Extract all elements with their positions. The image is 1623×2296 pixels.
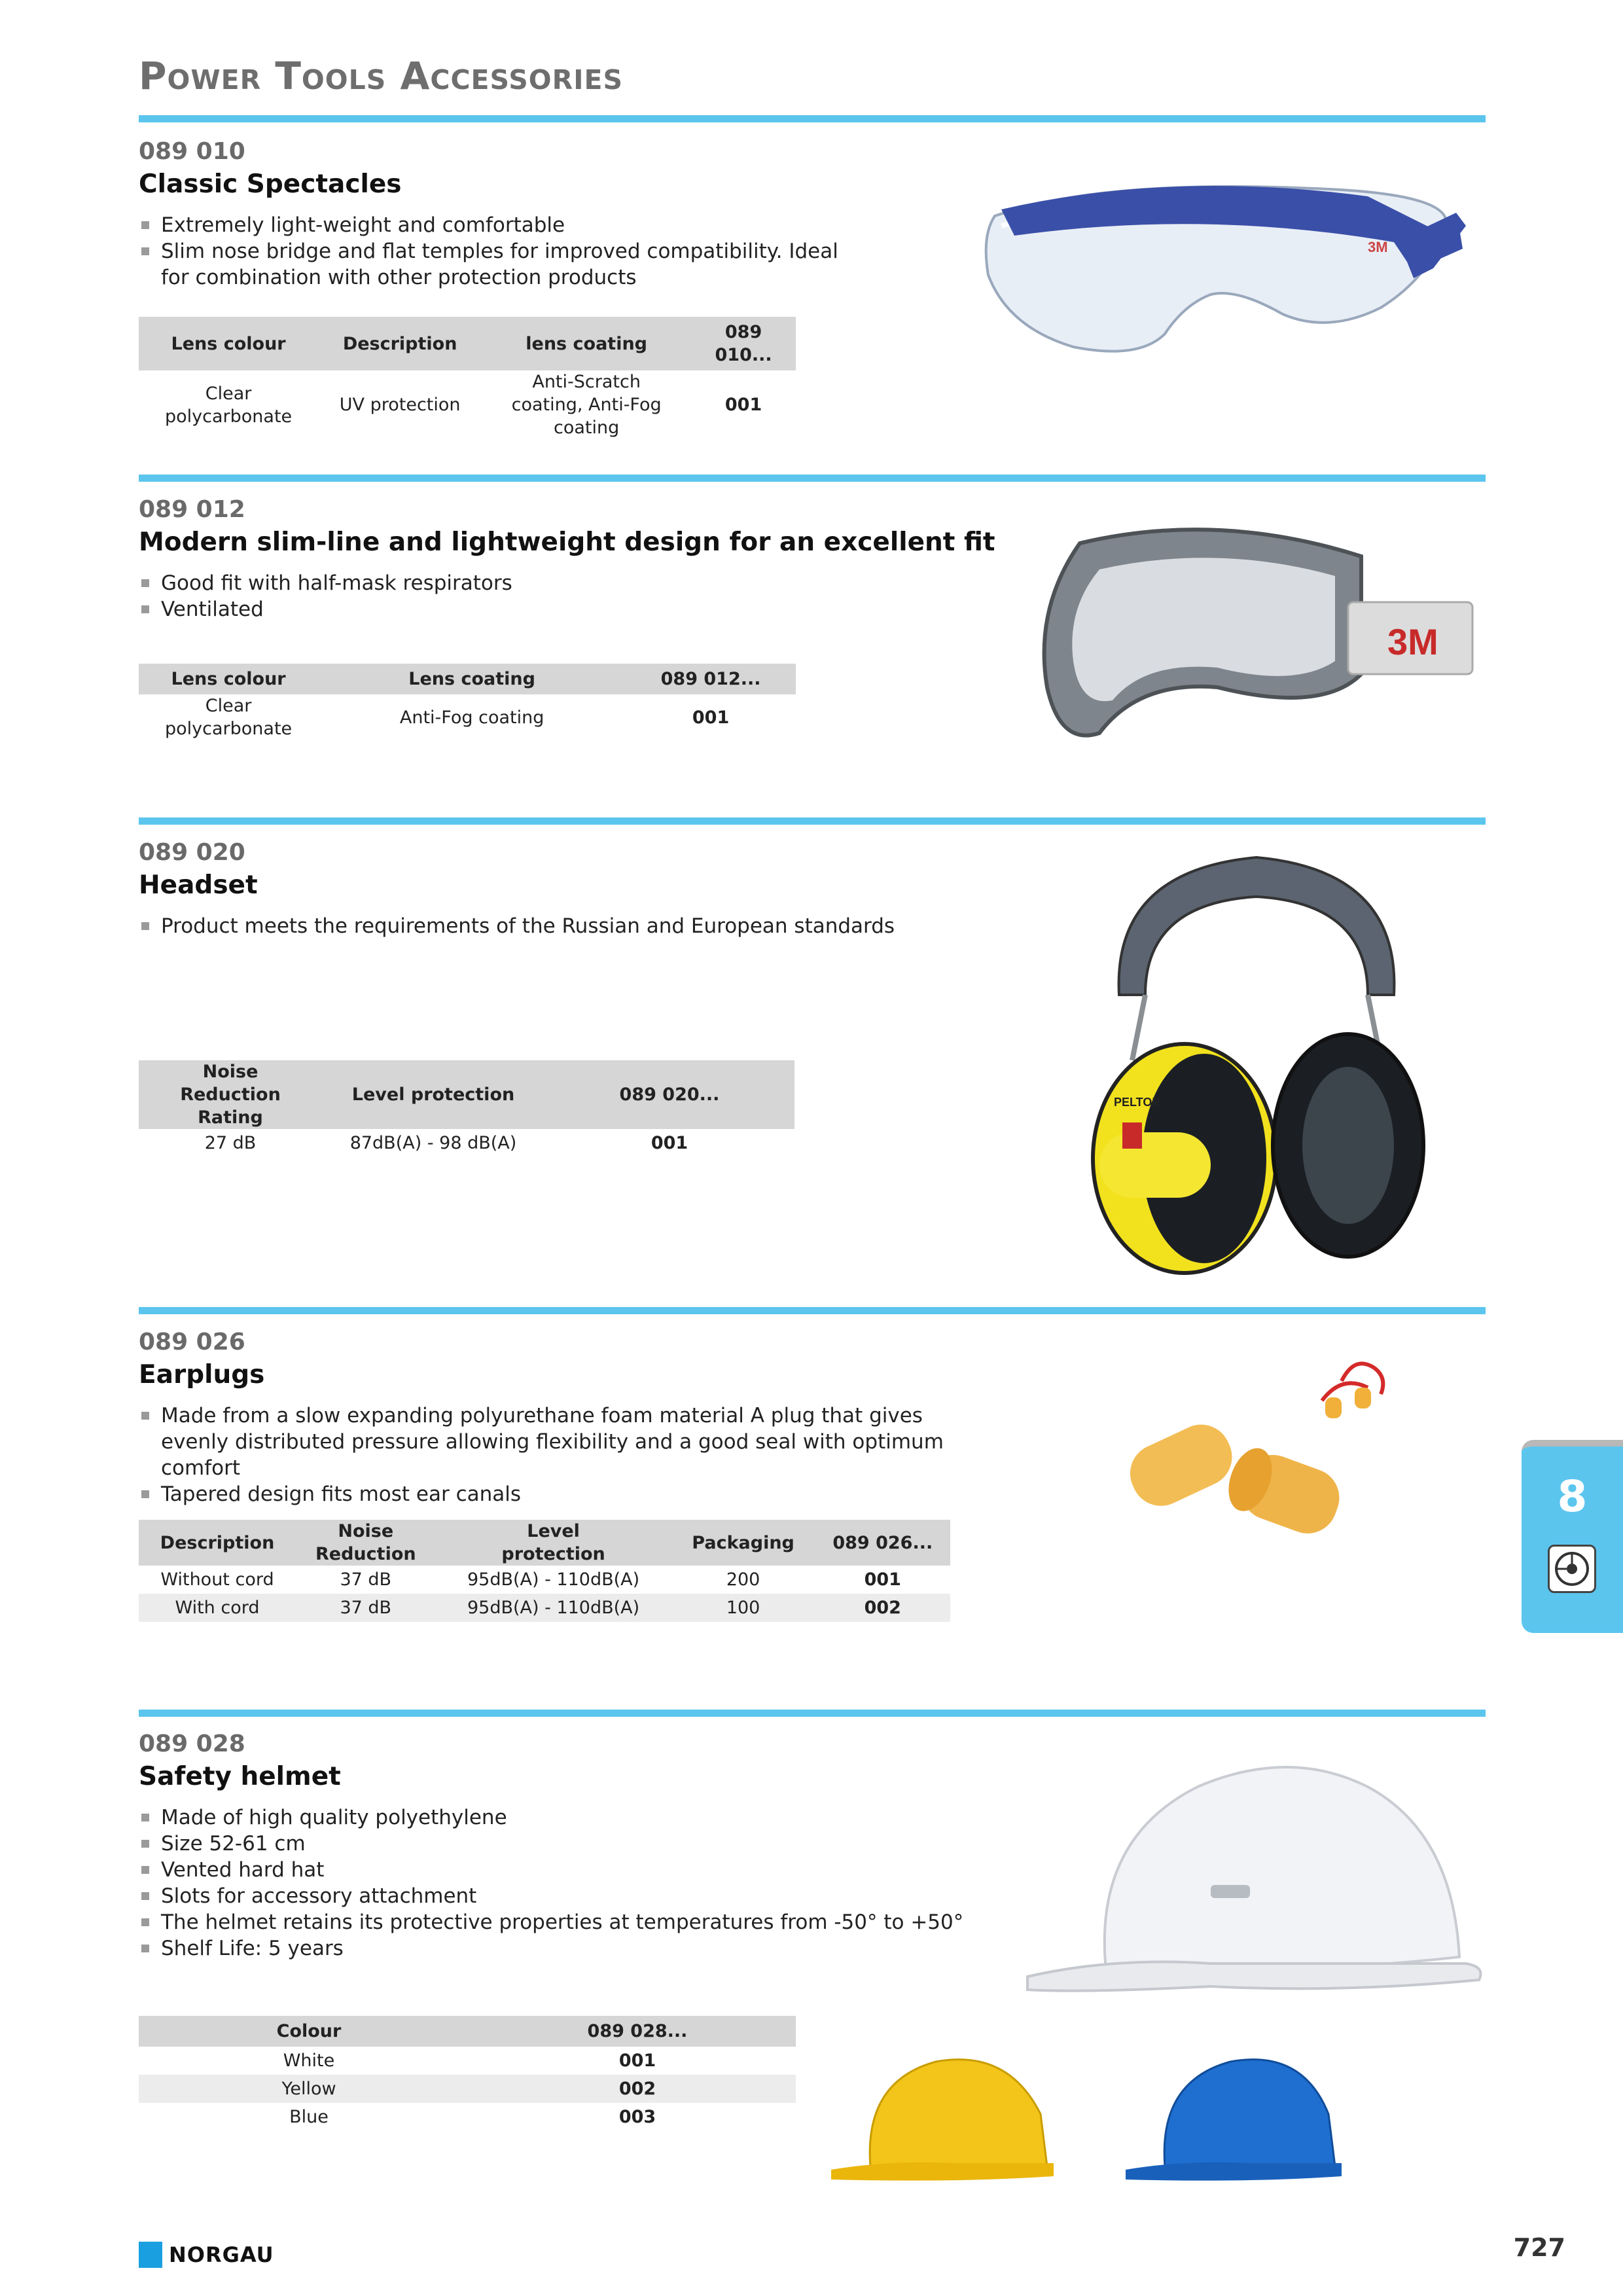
table-cell: 002 xyxy=(815,1594,950,1622)
product-section xyxy=(139,495,1088,622)
earplugs-image xyxy=(1106,1342,1420,1577)
product-section xyxy=(139,137,1088,291)
column-header: 089 012... xyxy=(626,664,796,694)
brand-logo: 3M xyxy=(1387,621,1438,662)
feature-item: Tapered design fits most ear canals xyxy=(139,1481,957,1507)
column-header: 089 020... xyxy=(544,1060,794,1129)
feature-item: Ventilated xyxy=(139,596,1088,622)
column-header: Level protection xyxy=(322,1060,544,1129)
table-cell: 001 xyxy=(651,1133,688,1153)
white-helmet-image xyxy=(1014,1741,1486,2036)
section-divider xyxy=(139,1307,1486,1314)
product-title: Earplugs xyxy=(139,1360,265,1390)
column-header: Colour xyxy=(139,2016,479,2047)
table-cell: Clear polycarbonate xyxy=(165,696,293,739)
feature-item: Good fit with half-mask respirators xyxy=(139,570,1088,596)
section-divider xyxy=(139,817,1486,825)
table-cell: 200 xyxy=(726,1570,760,1590)
table-cell: Clear polycarbonate xyxy=(165,383,293,427)
column-header: Description xyxy=(318,317,482,370)
table-row xyxy=(139,1594,950,1622)
product-section xyxy=(139,1328,1088,1507)
table-cell: 95dB(A) - 110dB(A) xyxy=(436,1594,671,1622)
table-cell: 95dB(A) - 110dB(A) xyxy=(467,1570,640,1590)
logo-text: NORGAU xyxy=(169,2242,274,2267)
brand-logo: PELTOR xyxy=(1114,1096,1161,1109)
section-divider xyxy=(139,115,1486,122)
column-header: Lens colour xyxy=(139,317,318,370)
column-header: Noise Reduction Rating xyxy=(139,1060,322,1129)
spec-table xyxy=(139,317,796,439)
table-cell: 003 xyxy=(618,2107,656,2127)
column-header: Packaging xyxy=(671,1520,815,1566)
product-code: 089 010 xyxy=(139,138,245,165)
section-divider xyxy=(139,475,1486,482)
logo-square-icon xyxy=(139,2242,162,2268)
column-header: Lens coating xyxy=(318,664,626,694)
feature-list xyxy=(139,212,846,291)
chapter-number: 8 xyxy=(1557,1471,1588,1522)
feature-item: Slots for accessory attachment xyxy=(139,1883,1088,1909)
page-number: 727 xyxy=(1513,2233,1565,2262)
column-header: Noise Reduction xyxy=(296,1520,436,1566)
table-cell: 001 xyxy=(618,2051,656,2071)
column-header: 089 026... xyxy=(815,1520,950,1566)
column-header: Description xyxy=(139,1520,296,1566)
feature-item: Made from a slow expanding polyurethane foam material A plug that gives evenly distributed pressure allowing flexibility and a good seal with optimum comfort xyxy=(139,1403,957,1481)
spec-table xyxy=(139,2016,796,2131)
product-code: 089 012 xyxy=(139,496,245,523)
table-cell: With cord xyxy=(139,1594,296,1622)
column-header: Lens colour xyxy=(139,664,318,694)
yellow-helmet-image xyxy=(825,2042,1067,2199)
table-cell: 001 xyxy=(692,707,730,728)
table-cell: Anti-Fog coating xyxy=(399,707,544,728)
table-row xyxy=(139,694,796,740)
product-section xyxy=(139,1730,1088,1962)
feature-list xyxy=(139,570,1088,622)
table-row xyxy=(139,370,796,439)
spec-table xyxy=(139,1060,794,1157)
blue-helmet-image xyxy=(1119,2042,1361,2199)
table-cell: 27 dB xyxy=(204,1133,257,1153)
table-cell: Anti-Scratch coating, Anti-Fog coating xyxy=(511,372,662,438)
product-title: Classic Spectacles xyxy=(139,170,402,199)
table-row xyxy=(139,1566,950,1594)
feature-item: The helmet retains its protective properties at temperatures from -50° to +50° xyxy=(139,1909,1088,1935)
earmuff-headset-image xyxy=(1073,844,1440,1276)
table-cell: 37 dB xyxy=(340,1570,392,1590)
table-cell: 001 xyxy=(724,395,762,415)
table-row xyxy=(139,2103,796,2131)
safety-goggles-image xyxy=(1021,517,1479,772)
table-cell: 002 xyxy=(479,2075,796,2103)
table-cell: 37 dB xyxy=(296,1594,436,1622)
table-cell: Blue xyxy=(289,2107,329,2127)
feature-list xyxy=(139,1804,1088,1962)
product-title: Modern slim-line and lightweight design for an excellent fit xyxy=(139,528,995,557)
feature-list xyxy=(139,913,1088,939)
table-cell: 001 xyxy=(864,1570,901,1590)
product-title: Headset xyxy=(139,870,258,900)
column-header: Level protection xyxy=(436,1520,671,1566)
table-cell: Yellow xyxy=(139,2075,479,2103)
product-section xyxy=(139,838,1088,939)
product-title: Safety helmet xyxy=(139,1762,341,1791)
feature-item: Size 52-61 cm xyxy=(139,1831,1088,1857)
column-header: lens coating xyxy=(482,317,691,370)
feature-item: Product meets the requirements of the Russian and European standards xyxy=(139,913,1088,939)
table-cell: Without cord xyxy=(160,1570,274,1590)
column-header: 089 028... xyxy=(479,2016,796,2047)
feature-item: Shelf Life: 5 years xyxy=(139,1935,1088,1962)
page-title: Power Tools Accessories xyxy=(139,54,623,98)
spec-table xyxy=(139,664,796,740)
product-code: 089 026 xyxy=(139,1329,245,1355)
feature-item: Slim nose bridge and flat temples for improved compatibility. Ideal for combination with other protection products xyxy=(139,238,846,291)
table-row xyxy=(139,2075,796,2103)
table-row xyxy=(139,1129,794,1157)
section-divider xyxy=(139,1710,1486,1717)
feature-list xyxy=(139,1403,957,1507)
product-code: 089 020 xyxy=(139,839,245,866)
svg-text:3M: 3M xyxy=(1368,239,1388,255)
table-row xyxy=(139,2047,796,2075)
brand-logo xyxy=(139,2242,274,2268)
feature-item: Vented hard hat xyxy=(139,1857,1088,1883)
product-code: 089 028 xyxy=(139,1731,245,1757)
feature-item: Made of high quality polyethylene xyxy=(139,1804,1088,1831)
spec-table xyxy=(139,1520,950,1622)
chapter-tab[interactable] xyxy=(1522,1440,1623,1633)
table-cell: UV protection xyxy=(339,395,461,415)
safety-spectacles-image xyxy=(975,164,1472,360)
cutting-disc-icon xyxy=(1548,1545,1596,1593)
table-cell: 100 xyxy=(671,1594,815,1622)
feature-item: Extremely light-weight and comfortable xyxy=(139,212,846,238)
table-cell: White xyxy=(283,2051,335,2071)
table-cell: 87dB(A) - 98 dB(A) xyxy=(349,1133,517,1153)
column-header: 089 010... xyxy=(691,317,796,370)
